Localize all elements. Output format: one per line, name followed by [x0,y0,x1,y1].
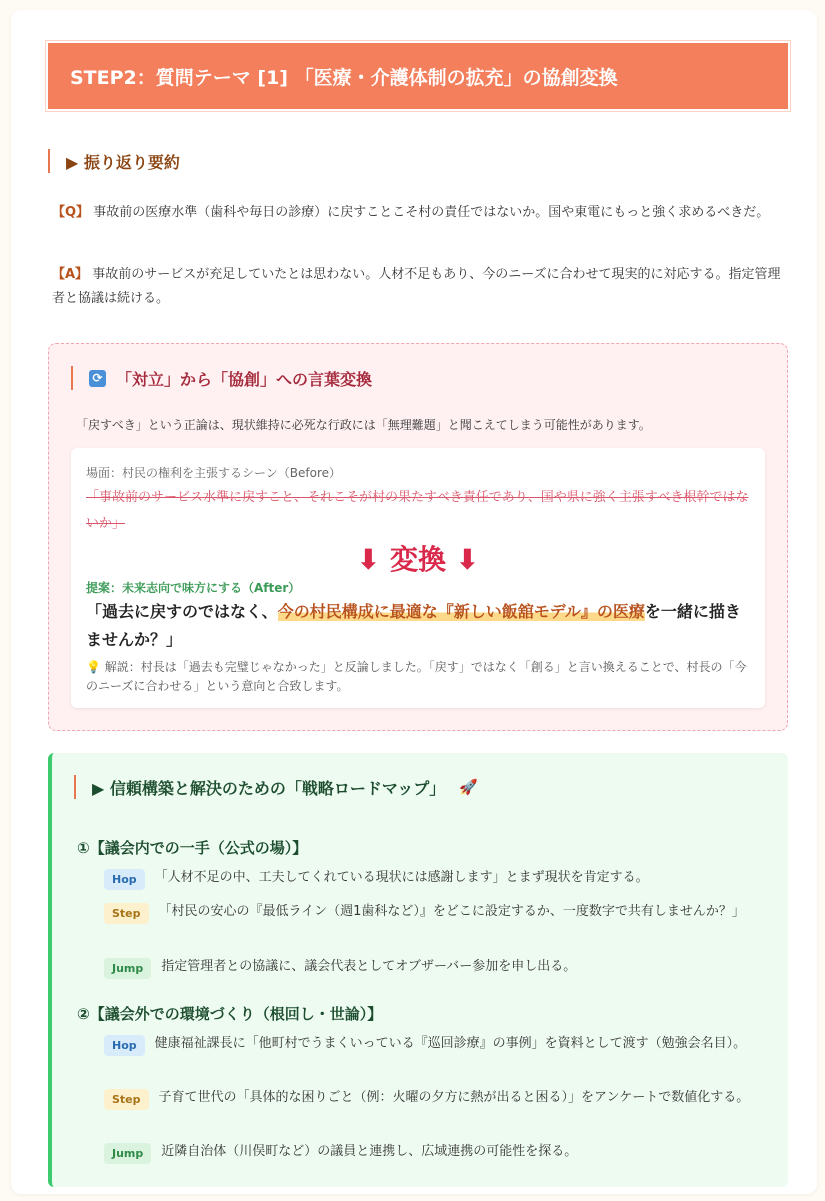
jump-badge: Jump [104,1143,151,1164]
q-text: 事故前の医療水準（歯科や毎日の診療）に戻すことこそ村の責任ではないか。国や東電にもっと強く求めるべきだ。 [93,205,770,220]
rocket-icon: 🚀 [459,778,478,796]
after-text-post: を一緒に描きませんか？」 [86,602,741,649]
section-title-1: ①【議会内での一手（公式の場）】 [77,839,308,857]
a-paragraph [52,263,787,311]
q-label: 【Q】 [52,205,90,220]
item-text: 近隣自治体（川俣町など）の議員と連携し、広域連携の可能性を探る。 [161,1144,578,1159]
step-badge: Step [104,903,149,924]
section-title-2: ②【議会外での環境づくり（根回し・世論）】 [77,1005,383,1023]
after-text-highlight: 今の村民構成に最適な『新しい飯舘モデル』の医療 [277,602,645,621]
transform-heading: 「対立」から「協創」への言葉変換 [116,369,373,389]
transform-panel [48,343,788,731]
hop-badge: Hop [104,869,145,890]
refresh-icon: ⟳ [89,370,106,387]
list-item [104,1141,764,1164]
q-paragraph [52,201,787,225]
page-title: STEP2：質問テーマ [1] 「医療・介護体制の拡充」の協創変換 [48,43,788,109]
transform-heading-row [71,366,372,390]
page-card [11,10,817,1194]
list-item [104,1087,764,1110]
list-item [104,956,764,979]
item-text: 健康福祉課長に「他町村でうまくいっている『巡回診療』の事例」を資料として渡す（勉強会名目）。 [154,1036,747,1051]
after-label: 提案：未来志向で味方にする（After） [86,581,301,595]
convert-arrow-label: ⬇ 変換 ⬇ [356,543,480,576]
roadmap-panel [48,753,788,1187]
item-text: 「村民の安心の『最低ライン（週1歯科など）』をどこに設定するか、一度数字で共有しませんか？」 [158,904,745,919]
a-label: 【A】 [52,267,89,282]
after-text-pre: 「過去に戻すのではなく、 [86,602,278,621]
item-text: 子育て世代の「具体的な困りごと（例：火曜の夕方に熱が出ると困る）」をアンケートで数値化する。 [158,1090,750,1105]
jump-badge: Jump [104,958,151,979]
after-text [86,598,756,654]
list-item [104,1033,764,1056]
before-text: 「事故前のサービス水準に戻すこと、それこそが村の果たすべき責任であり、国や県に強く主張すべき根幹ではないか」 [86,490,749,531]
hop-badge: Hop [104,1035,145,1056]
roadmap-heading-row [74,775,478,799]
note-text: 解説：村長は「過去も完璧じゃなかった」と反論しました。「戻す」ではなく「創る」と言い換えることで、村長の「今のニーズに合わせる」という意向と合致します。 [86,660,747,693]
list-item [104,901,764,924]
bulb-icon: 💡 [86,660,101,674]
item-text: 指定管理者との協議に、議会代表としてオブザーバー参加を申し出る。 [161,959,577,974]
roadmap-heading: ▶ 信頼構築と解決のための「戦略ロードマップ」 [92,778,446,798]
review-heading: ▶ 振り返り要約 [48,149,180,173]
note [86,658,756,696]
a-text: 事故前のサービスが充足していたとは思わない。人材不足もあり、今のニーズに合わせて現実的に対応する。指定管理者と協議は続ける。 [52,267,781,306]
list-item [104,867,764,890]
before-label: 場面：村民の権利を主張するシーン（Before） [86,466,341,480]
step-badge: Step [104,1089,149,1110]
transform-card [71,448,765,708]
transform-intro: 「戻すべき」という正論は、現状維持に必死な行政には「無理難題」と聞こえてしまう可能性があります。 [76,418,651,432]
item-text: 「人材不足の中、工夫してくれている現状には感謝します」とまず現状を肯定する。 [154,870,649,885]
